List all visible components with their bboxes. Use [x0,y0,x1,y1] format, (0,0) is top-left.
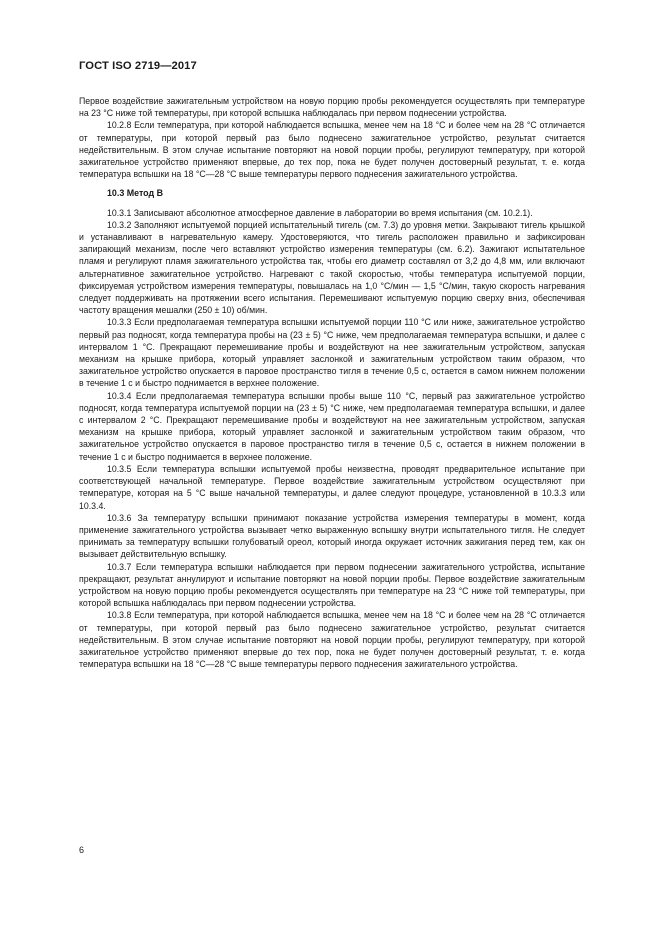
paragraph-10-3-2: 10.3.2 Заполняют испытуемой порцией испытательный тигель (см. 7.3) до уровня метки. Закрывают тигель крышкой и устанавливают в нагревательную камеру. Удостоверяются, что тигель расположен правильно и зафиксирован запирающий механизм, после чего вставляют устройство измерения температуры (см. 6.2). Зажигают испытательное пламя и регулируют пламя зажигательного устройства так, чтобы его диаметр составлял от 3,2 до 4,8 мм, или включают альтернативное зажигательное устройство. Нагревают с такой скоростью, чтобы температура испытуемой порции, фиксируемая устройством измерения температуры, повышалась на 1,0 °С/мин — 1,5 °С/мин, такую скорость нагревания следует поддерживать на протяжении всего испытания. Перемешивают испытуемую порцию сверху вниз, обеспечивая частоту вращения мешалки (250 ± 10) об/мин. [79,219,585,316]
paragraph-10-3-7: 10.3.7 Если температура вспышки наблюдается при первом поднесении зажигательного устройства, испытание прекращают, результат аннулируют и испытание повторяют на новой порции пробы. Первое воздействие зажигательным устройством на новую порцию пробы рекомендуется осуществлять при температуре на 23 °С ниже той температуры, при которой вспышка наблюдалась при первом поднесении устройства. [79,561,585,609]
section-heading-10-3: 10.3 Метод В [107,188,163,199]
paragraph-first-ignition-note: Первое воздействие зажигательным устройством на новую порцию пробы рекомендуется осуществлять при температуре на 23 °С ниже той температуры, при которой вспышка наблюдалась при первом поднесении устройства. [79,96,585,119]
paragraph-10-3-4: 10.3.4 Если предполагаемая температура вспышки пробы выше 110 °С, первый раз зажигательное устройство подносят, когда температура испытуемой порции на (23 ± 5) °С ниже, чем предполагаемая температура вспышки, и далее с интервалом 2 °С. Прекращают перемешивание пробы и воздействуют на нее зажигательным устройством, запуская механизм на крышке прибора, который управляет заслонкой и зажигательным устройством таким образом, что зажигательное устройство опускается в паровое пространство тигля в течение 0,5 с, остается в нижнем положении в течение 1 с и быстро поднимается в верхнее положение. [79,390,585,462]
paragraph-10-3-5: 10.3.5 Если температура вспышки испытуемой пробы неизвестна, проводят предварительное испытание при соответствующей начальной температуре. Первое воздействие зажигательным устройством осуществляют при температуре, которая на 5 °С выше начальной температуры, и далее следуют процедуре, установленной в 10.3.3 или 10.3.4. [79,463,585,511]
paragraph-10-3-6: 10.3.6 За температуру вспышки принимают показание устройства измерения температуры в момент, когда применение зажигательного устройства вызывает четко выраженную вспышку внутри испытательного тигля. Не следует принимать за температуру вспышки голубоватый ореол, который иногда окружает источник зажигания перед тем, как он вызывает действительную вспышку. [79,512,585,560]
paragraph-10-3-8: 10.3.8 Если температура, при которой наблюдается вспышка, менее чем на 18 °С и более чем на 28 °С отличается от температуры, при которой первый раз было поднесено зажигательное устройство, результат считается недействительным. В этом случае испытание повторяют на новой порции пробы, регулируют температуру, при которой зажигательное устройство применяют впервые до тех пор, пока не будет получен достоверный результат, т. е. когда температура вспышки на 18 °С—28 °С выше температуры первого поднесения зажигательного устройства. [79,610,585,670]
page-header-standard-id: ГОСТ ISO 2719—2017 [79,60,197,72]
page-body [79,95,585,670]
document-page [79,0,585,935]
paragraph-10-2-8: 10.2.8 Если температура, при которой наблюдается вспышка, менее чем на 18 °С и более чем на 28 °С отличается от температуры, при которой первый раз было поднесено зажигательное устройство, результат считается недействительным. В этом случае испытание повторяют на новой порции пробы, регулируют температуру, при которой зажигательное устройство применяют впервые, до тех пор, пока не будет получен достоверный результат, т. е. когда температура вспышки на 18 °С—28 °С выше температуры первого поднесения зажигательного устройства. [79,120,585,180]
paragraph-10-3-1: 10.3.1 Записывают абсолютное атмосферное давление в лаборатории во время испытания (см. 10.2.1). [107,207,533,218]
paragraph-10-3-3: 10.3.3 Если предполагаемая температура вспышки испытуемой порции 110 °С или ниже, зажигательное устройство первый раз подносят, когда температура пробы на (23 ± 5) °С ниже, чем предполагаемая температура вспышки, и далее с интервалом 1 °С. Прекращают перемешивание пробы и воздействуют на нее зажигательным устройством, запуская механизм на крышке прибора, который управляет заслонкой и зажигательным устройством таким образом, что зажигательное устройство опускается в паровое пространство тигля в течение 0,5 с, остается в самом нижнем положении в течение 1 с и быстро поднимается в верхнее положение. [79,317,585,389]
page-number: 6 [79,845,85,855]
